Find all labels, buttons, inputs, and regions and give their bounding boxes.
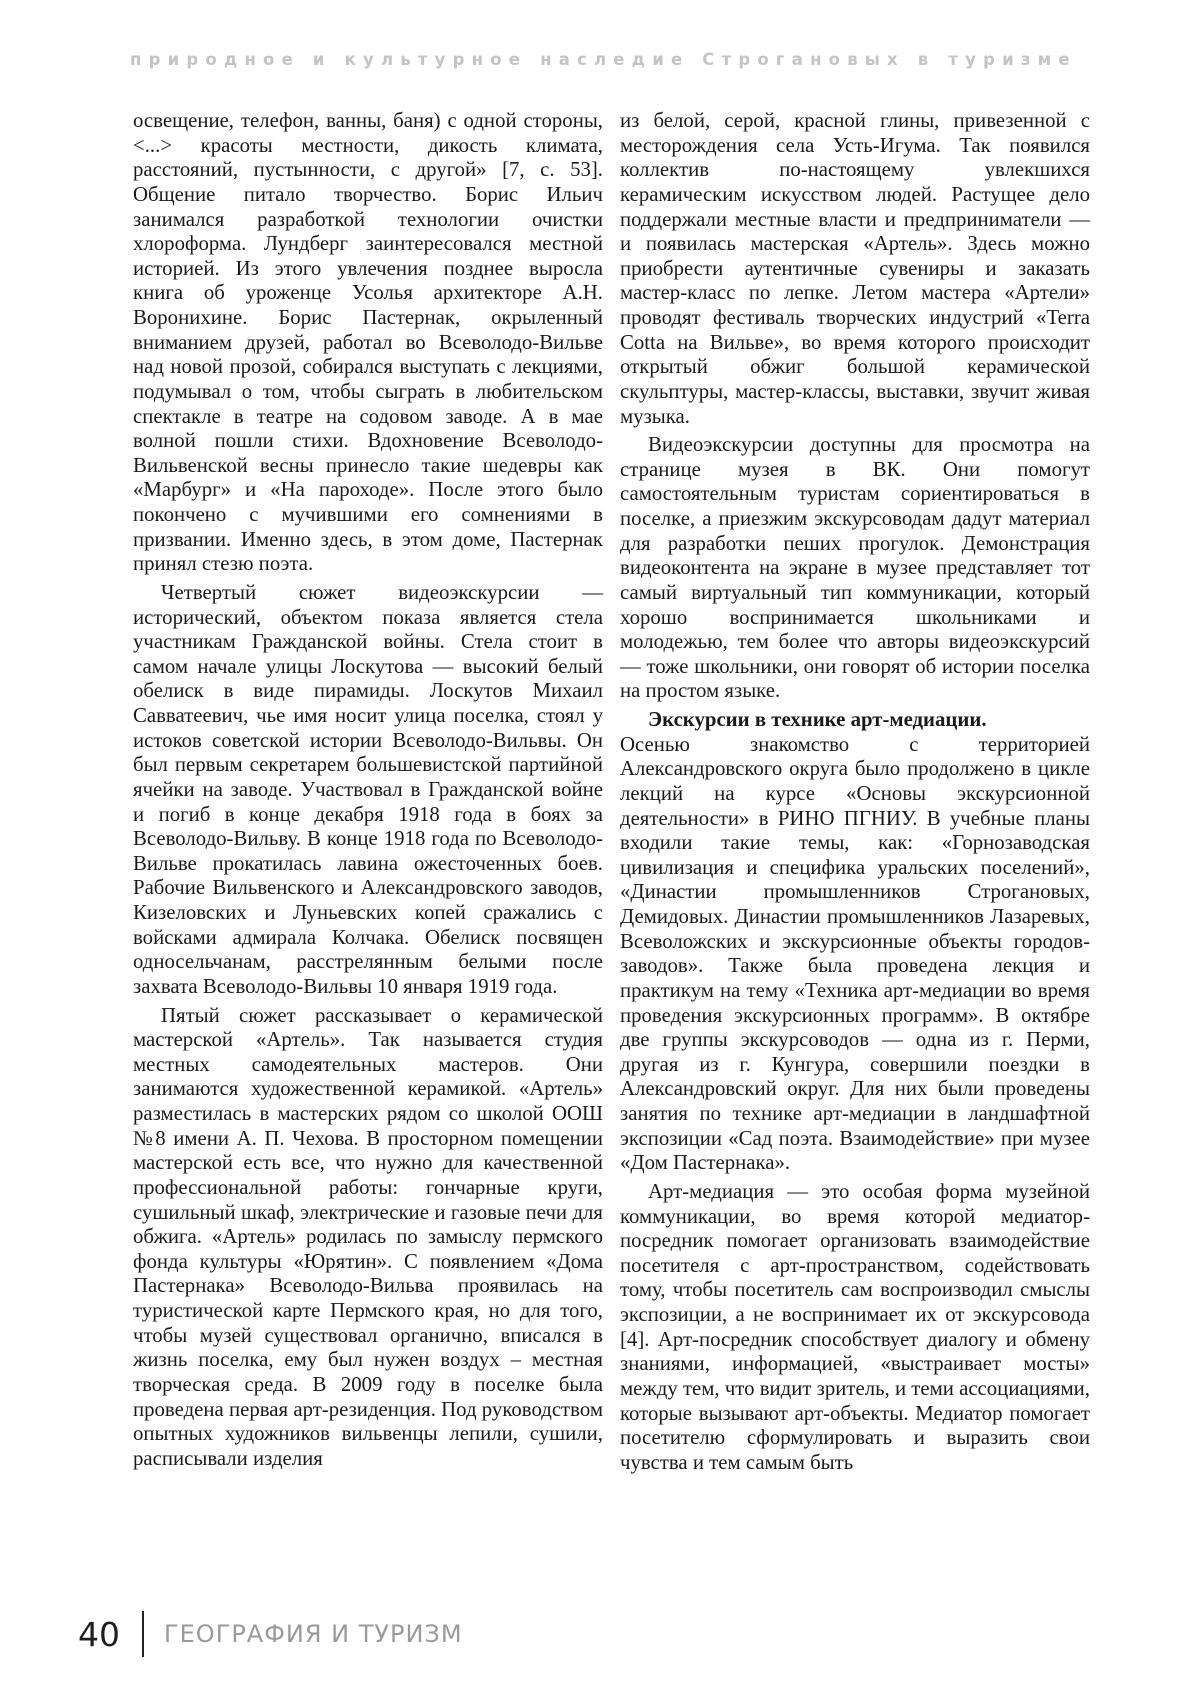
paragraph: Видеоэкскурсии доступны для просмотра на странице музея в ВК. Они помогут самостоятельным туристам сориентироваться в поселке, а приезжим экскурсоводам дадут материал для разработки пеших прогулок. Демонстрация видеоконтента на экране в музее представляет тот самый виртуальный тип коммуникации, который хорошо воспринимается школьниками и молодежью, тем более что авторы видеоэкскурсий — тоже школьники, они говорят об истории поселка на простом языке. xyxy=(620,433,1090,703)
page-number: 40 xyxy=(78,1614,120,1654)
section-paragraph xyxy=(620,708,1090,1176)
running-header: природное и культурное наследие Строгановых в туризме xyxy=(130,50,1077,69)
paragraph: Четвертый сюжет видеоэкскурсии — исторический, объектом показа является стела участникам Гражданской войны. Стела стоит в самом начале улицы Лоскутова — высокий белый обелиск в виде пирамиды. Лоскутов Михаил Савватеевич, чье имя носит улица поселка, стоял у истоков советской истории Всеволодо-Вильвы. Он был первым секретарем большевистской партийной ячейки на заводе. Участвовал в Гражданской войне и погиб в конце декабря 1918 года в боях за Всеволодо-Вильву. В конце 1918 года по Всеволодо-Вильве прокатилась лавина ожесточенных боев. Рабочие Вильвенского и Александровского заводов, Кизеловских и Луньевских копей сражались с войсками адмирала Колчака. Обелиск посвящен односельчанам, расстрелянным белыми после захвата Всеволодо-Вильвы 10 января 1919 года. xyxy=(133,580,603,998)
subheading-body: Осенью знакомство с территорией Александровского округа было продолжено в цикле лекций на курсе «Основы экскурсионной деятельности» в РИНО ПГНИУ. В учебные планы входили такие темы, как: «Горнозаводская цивилизация и специфика уральских поселений», «Династии промышленников Строгановых, Демидовых. Династии промышленников Лазаревых, Всеволожских и экскурсионные объекты городов-заводов». Также была проведена лекция и практикум на тему «Техника арт-медиации во время проведения экскурсионных программ». В октябре две группы экскурсоводов — одна из г. Перми, другая из г. Кунгура, совершили поездки в Александровский округ. Для них были проведены занятия по технике арт-медиации в ландшафтной экспозиции «Сад поэта. Взаимодействие» при музее «Дом Пастернака». xyxy=(620,732,1090,1175)
footer-divider xyxy=(142,1611,144,1657)
page-footer xyxy=(78,1608,463,1660)
paragraph: освещение, телефон, ванны, баня) с одной стороны, <...> красоты местности, дикость климата, расстояний, пустынности, с другой» [7, с. 53]. Общение питало творчество. Борис Ильич занимался разработкой технологии очистки хлороформа. Лундберг заинтересовался местной историей. Из этого увлечения позднее выросла книга об уроженце Усолья архитекторе А.Н. Воронихине. Борис Пастернак, окрыленный вниманием друзей, работал во Всеволодо-Вильве над новой прозой, собирался выступать с лекциями, подумывал о том, чтобы сыграть в любительском спектакле в театре на содовом заводе. А в мае волной пошли стихи. Вдохновение Всеволодо-Вильвенской весны принесло такие шедевры как «Марбург» и «На пароходе». После этого было покончено с мучившими его сомнениями в призвании. Именно здесь, в этом доме, Пастернак принял стезю поэта. xyxy=(133,109,603,576)
subheading: Экскурсии в технике арт-медиации. xyxy=(648,708,987,731)
paragraph: Пятый сюжет рассказывает о керамической мастерской «Артель». Так называется студия местных самодеятельных мастеров. Они занимаются художественной керамикой. «Артель» разместилась в мастерских рядом со школой ООШ №8 имени А. П. Чехова. В просторном помещении мастерской есть все, что нужно для качественной профессиональной работы: гончарные круги, сушильный шкаф, электрические и газовые печи для обжига. «Артель» родилась по замыслу пермского фонда культуры «Юрятин». С появлением «Дома Пастернака» Всеволодо-Вильва проявилась на туристической карте Пермского края, но для того, чтобы музей существовал органично, вписался в жизнь поселка, ему был нужен воздух – местная творческая среда. В 2009 году в поселке была проведена первая арт-резиденция. Под руководством опытных художников вильвенцы лепили, сушили, расписывали изделия xyxy=(133,1003,603,1470)
paragraph: Арт-медиация — это особая форма музейной коммуникации, во время которой медиатор-посредник помогает организовать взаимодействие посетителя с арт-пространством, содействовать тому, чтобы посетитель сам воспроизводил смыслы экспозиции, а не воспринимает их от экскурсовода [4]. Арт-посредник способствует диалогу и обмену знаниями, информацией, «выстраивает мосты» между тем, что видит зритель, и теми ассоциациями, которые вызывают арт-объекты. Медиатор помогает посетителю сформулировать и выразить свои чувства и тем самым быть xyxy=(620,1179,1090,1474)
right-column xyxy=(620,109,1090,1609)
left-column xyxy=(133,109,603,1609)
paragraph: из белой, серой, красной глины, привезенной с месторождения села Усть-Игума. Так появился коллектив по-настоящему увлекшихся керамическим искусством людей. Растущее дело поддержали местные власти и предприниматели — и появилась мастерская «Артель». Здесь можно приобрести аутентичные сувениры и заказать мастер-класс по лепке. Летом мастера «Артели» проводят фестиваль творческих индустрий «Terra Cotta на Вильве», во время которого происходит открытый обжиг большой керамической скульптуры, мастер-классы, выставки, звучит живая музыка. xyxy=(620,109,1090,428)
section-name: ГЕОГРАФИЯ И ТУРИЗМ xyxy=(164,1620,463,1648)
